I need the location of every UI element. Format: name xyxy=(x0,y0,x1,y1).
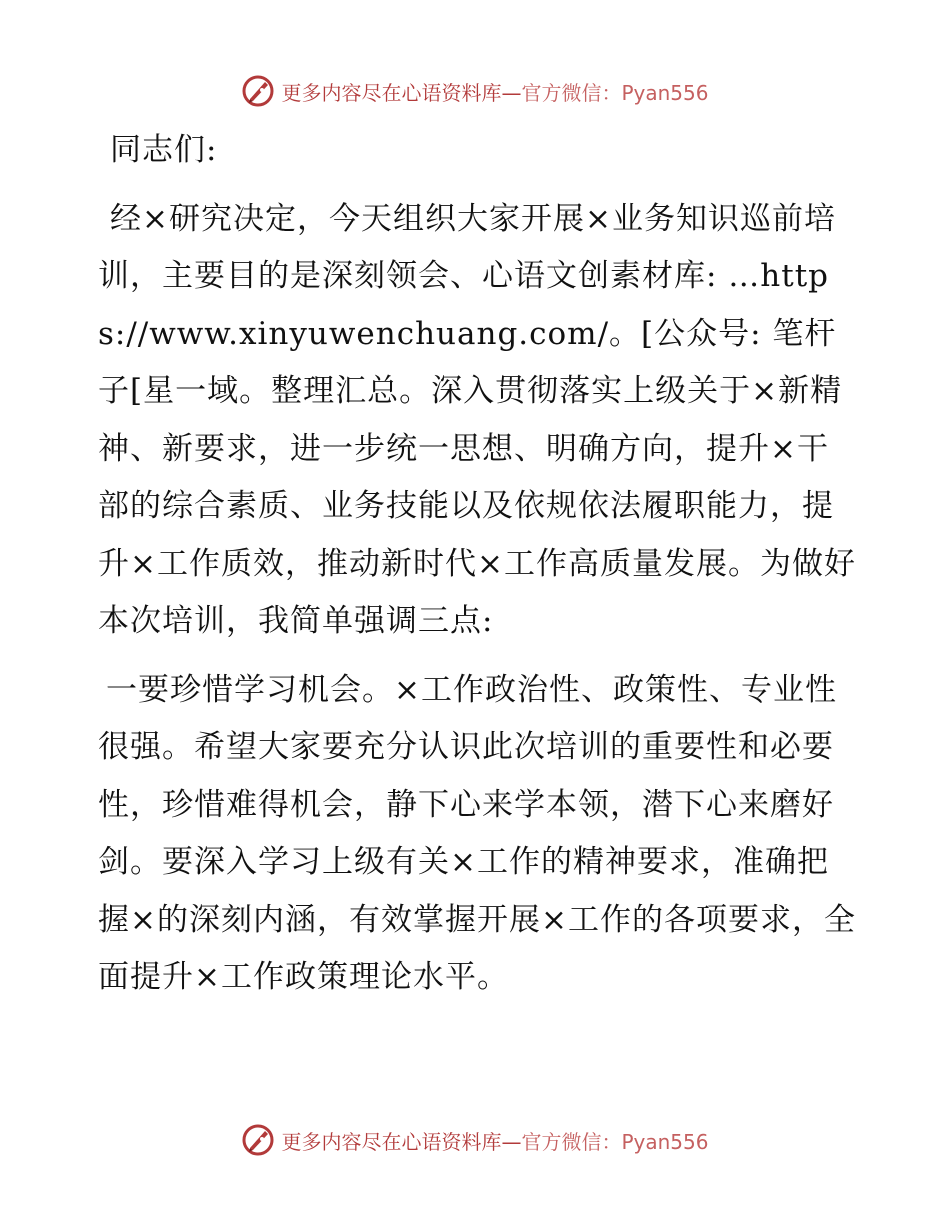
pen-nib-logo-icon xyxy=(241,74,275,108)
document-body xyxy=(98,122,858,1007)
greeting: 同志们: xyxy=(110,132,218,168)
paragraph-intro: 经×研究决定，今天组织大家开展×业务知识巡前培训，主要目的是深刻领会、心语文创素材库: …https://www.xinyuwenchuang.com/。[公众号: 笔杆子[星一域。整理汇总。深入贯彻落实上级关于×新精神、新要求，进一步统一思想、明确方向，提升×干部的综合素质、业务技能以及依规依法履职能力，提升×工作质效，推动新时代×工作高质量发展。为做好本次培训，我简单强调三点: xyxy=(98,200,856,639)
banner-right-text: 官方微信：Pyan556 xyxy=(521,80,709,105)
paragraph-point-one: 一要珍惜学习机会。×工作政治性、政策性、专业性很强。希望大家要充分认识此次培训的重要性和必要性，珍惜难得机会，静下心来学本领，潜下心来磨好剑。要深入学习上级有关×工作的精神要求，准确把握×的深刻内涵，有效掌握开展×工作的各项要求，全面提升×工作政策理论水平。 xyxy=(98,671,856,995)
banner-text xyxy=(281,77,708,106)
header-banner xyxy=(0,71,950,111)
pen-nib-logo-icon xyxy=(241,1123,275,1157)
banner-left-text: 更多内容尽在心语资料库— xyxy=(281,1129,522,1154)
banner-left-text: 更多内容尽在心语资料库— xyxy=(281,80,522,105)
footer-banner xyxy=(0,1120,950,1160)
banner-text xyxy=(281,1126,708,1155)
banner-right-text: 官方微信：Pyan556 xyxy=(521,1129,709,1154)
